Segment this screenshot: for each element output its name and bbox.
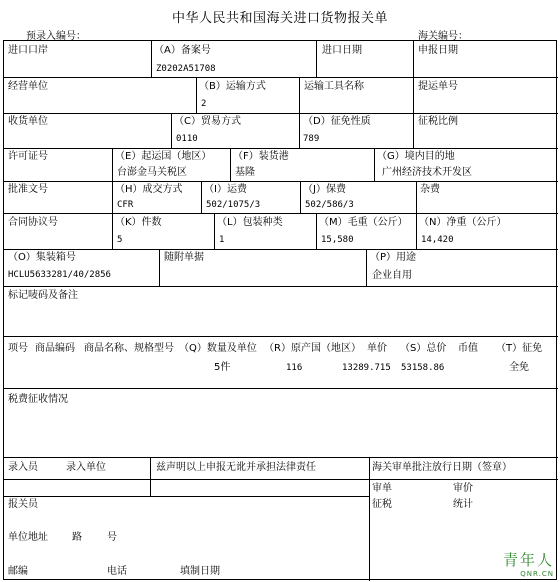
approval-number-label: 批准文号 (8, 184, 48, 195)
row-divider (4, 336, 558, 337)
destination-label: （G）境内目的地 (377, 151, 455, 162)
operating-unit-label: 经营单位 (8, 81, 48, 92)
row-divider (4, 479, 558, 480)
import-date-label: 进口日期 (322, 45, 362, 56)
goods-unit-price-value: 13289.715 (342, 363, 391, 373)
form-title: 中华人民共和国海关进口货物报关单 (171, 11, 388, 26)
attached-documents-label: 随附单据 (164, 252, 204, 263)
review-label: 审单 (372, 483, 392, 494)
net-weight-label: （N）净重（公斤） (419, 217, 507, 228)
usage-value: 企业自用 (372, 270, 412, 281)
row-divider (4, 77, 558, 78)
goods-header-name-spec: 商品名称、规格型号 (84, 343, 174, 354)
consignee-label: 收货单位 (8, 116, 48, 127)
gross-weight-value: 15,580 (321, 235, 354, 245)
col-divider (112, 181, 113, 213)
import-port-label: 进口口岸 (8, 45, 48, 56)
goods-total-value: 53158.86 (401, 363, 445, 373)
trade-mode-label: （C）贸易方式 (174, 116, 241, 127)
package-type-label: （L）包装种类 (217, 217, 283, 228)
col-divider (112, 213, 113, 249)
col-divider (416, 213, 417, 249)
transport-name-label: 运输工具名称 (304, 81, 364, 92)
net-weight-value: 14,420 (421, 235, 454, 245)
col-divider (151, 41, 152, 77)
pre-entry-number-label: 预录入编号： (26, 31, 86, 42)
col-divider (316, 41, 317, 77)
tax-collect-label: 征税 (372, 499, 392, 510)
col-divider (369, 457, 370, 581)
price-review-label: 审价 (453, 483, 473, 494)
goods-header-total: （S）总价 (400, 343, 447, 354)
entry-unit-label: 录入单位 (66, 462, 106, 473)
goods-exemption-value: 全免 (509, 362, 529, 373)
insurance-label: （J）保费 (303, 184, 346, 195)
col-divider (413, 113, 414, 148)
origin-country-value: 台澎金马关税区 (117, 167, 187, 178)
declare-date-label: 申报日期 (418, 45, 458, 56)
phone-label: 电话 (107, 566, 127, 577)
declarant-label: 报关员 (8, 499, 38, 510)
deal-mode-value: CFR (117, 200, 134, 210)
col-divider (366, 249, 367, 286)
goods-header-quantity: （Q）数量及单位 (179, 343, 257, 354)
declaration-statement: 兹声明以上申报无讹并承担法律责任 (156, 462, 316, 473)
col-divider (214, 213, 215, 249)
col-divider (299, 113, 300, 148)
goods-header-currency: 币值 (458, 343, 478, 354)
marks-remarks-label: 标记唛码及备注 (8, 290, 78, 301)
col-divider (171, 113, 172, 148)
insurance-value: 502/586/3 (305, 200, 354, 210)
goods-origin-value: 116 (286, 363, 303, 373)
col-divider (196, 77, 197, 113)
loading-port-label: （F）装货港 (233, 151, 289, 162)
record-number-label: （A）备案号 (154, 45, 211, 56)
row-divider (4, 113, 558, 114)
freight-label: （I）运费 (204, 184, 247, 195)
row-divider (4, 148, 558, 149)
row-divider (4, 249, 558, 250)
origin-country-label: （E）起运国（地区） (115, 151, 212, 162)
declaration-form (3, 40, 557, 580)
transport-mode-value: 2 (201, 99, 207, 109)
loading-port-value: 基隆 (235, 167, 255, 178)
goods-header-commodity-code: 商品编码 (35, 343, 75, 354)
watermark-subtext: QNR.CN (520, 570, 554, 578)
tax-ratio-label: 征税比例 (418, 116, 458, 127)
statistics-label: 统计 (453, 499, 473, 510)
deal-mode-label: （H）成交方式 (115, 184, 183, 195)
watermark-logo (503, 549, 554, 578)
row-divider (4, 457, 558, 458)
col-divider (159, 249, 160, 286)
col-divider (416, 181, 417, 213)
customs-approval-title: 海关审单批注放行日期（签章） (372, 462, 512, 473)
goods-header-exemption: （T）征免 (496, 343, 543, 354)
col-divider (230, 148, 231, 181)
exemption-nature-value: 789 (303, 134, 320, 144)
container-number-label: （O）集装箱号 (8, 252, 76, 263)
goods-header-item-no: 项号 (8, 343, 28, 354)
number-label: 号 (107, 532, 117, 543)
record-number-value: Z0202A51708 (156, 64, 216, 74)
freight-value: 502/1075/3 (206, 200, 261, 210)
col-divider (413, 41, 414, 77)
contract-number-label: 合同协议号 (8, 217, 58, 228)
col-divider (316, 213, 317, 249)
col-divider (299, 77, 300, 113)
row-divider (4, 181, 558, 182)
exemption-nature-label: （D）征免性质 (303, 116, 371, 127)
col-divider (150, 457, 151, 496)
row-divider (4, 388, 558, 389)
fill-date-label: 填制日期 (180, 566, 220, 577)
road-label: 路 (72, 532, 82, 543)
row-divider (4, 496, 369, 497)
pieces-value: 5 (117, 235, 123, 245)
container-number-value: HCLU5633281/40/2856 (8, 270, 111, 280)
col-divider (374, 148, 375, 181)
col-divider (300, 181, 301, 213)
trade-mode-value: 0110 (176, 134, 198, 144)
goods-quantity-value: 5件 (214, 362, 231, 373)
col-divider (201, 181, 202, 213)
col-divider (112, 148, 113, 181)
entry-clerk-label: 录入员 (8, 462, 38, 473)
goods-header-origin: （R）原产国（地区） (264, 343, 361, 354)
watermark-text: 青年人 (502, 551, 554, 569)
gross-weight-label: （M）毛重（公斤） (319, 217, 408, 228)
usage-label: （P）用途 (370, 252, 417, 263)
tax-collection-label: 税费征收情况 (8, 394, 68, 405)
goods-header-unit-price: 单价 (367, 343, 387, 354)
row-divider (4, 286, 558, 287)
bill-number-label: 提运单号 (418, 81, 458, 92)
pieces-label: （K）件数 (115, 217, 162, 228)
row-divider (4, 213, 558, 214)
transport-mode-label: （B）运输方式 (199, 81, 266, 92)
col-divider (413, 77, 414, 113)
unit-address-label: 单位地址 (8, 532, 48, 543)
customs-number-label: 海关编号： (418, 31, 468, 42)
license-number-label: 许可证号 (8, 151, 48, 162)
misc-fee-label: 杂费 (420, 184, 440, 195)
package-type-value: 1 (219, 235, 225, 245)
destination-value: 广州经济技术开发区 (382, 167, 472, 178)
postcode-label: 邮编 (8, 566, 28, 577)
